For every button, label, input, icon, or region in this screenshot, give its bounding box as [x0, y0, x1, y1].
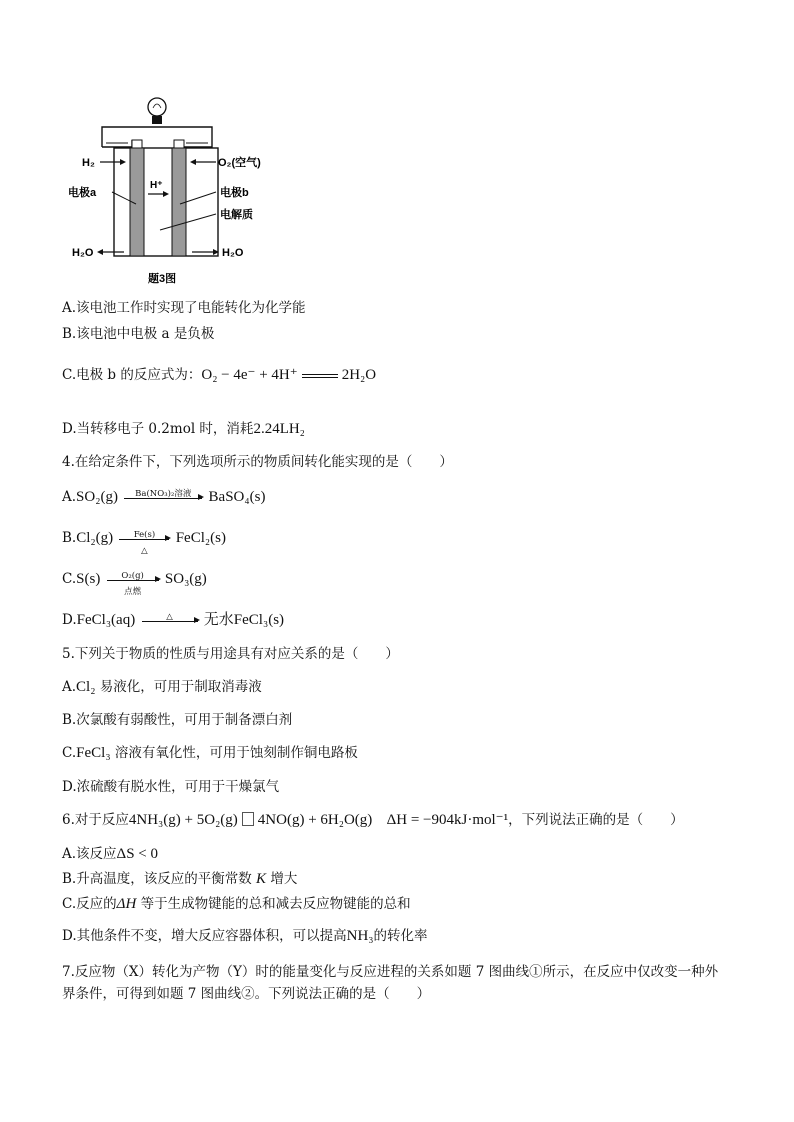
- q3-option-b: B.该电池中电极 a 是负极: [62, 326, 215, 342]
- q3-option-c-eq-left: O₂ − 4e⁻ + 4H⁺: [201, 367, 298, 383]
- q6-option-c-text: C.反应的: [62, 896, 117, 912]
- q6-option-c-post: 等于生成物键能的总和减去反应物键能的总和: [140, 896, 411, 912]
- q5-option-d: D.浓硫酸有脱水性，可用于干燥氯气: [62, 779, 280, 795]
- q6-eq-right: 4NO(g) + 6H₂O(g): [257, 812, 373, 828]
- q6-option-d-post: 的转化率: [373, 928, 428, 944]
- q4-d-reactant: FeCl₃(aq): [76, 612, 136, 628]
- q6-option-a-text: A.该反应: [62, 846, 117, 862]
- fuel-cell-diagram: [66, 90, 286, 290]
- q4-option-a-label: A.: [62, 489, 77, 505]
- q6-eq-left: 4NH₃(g) + 5O₂(g): [128, 812, 238, 828]
- q6-option-b-math: K: [256, 871, 267, 887]
- q4-a-arrow-top: Ba(NO₃)₂溶液: [135, 489, 192, 499]
- q4-a-product: BaSO₄(s): [208, 489, 266, 505]
- reaction-arrow: [119, 530, 169, 556]
- q5-option-b: B.次氯酸有弱酸性，可用于制备漂白剂: [62, 712, 293, 728]
- q3-option-c-eq-right: 2H₂O: [341, 367, 377, 383]
- h-ion-label: H⁺: [150, 180, 163, 191]
- q3-option-a: A.该电池工作时实现了电能转化为化学能: [62, 300, 306, 316]
- q6-stem-pre: 6.对于反应: [62, 812, 129, 828]
- q4-c-product: SO₃(g): [164, 571, 207, 587]
- q4-c-arrow-top: O₂(g): [121, 571, 144, 581]
- q5-option-c-math: FeCl₃: [76, 745, 111, 761]
- q5-option-a-text: 易液化，可用于制取消毒液: [99, 679, 262, 695]
- figure-caption: 题3图: [148, 273, 177, 285]
- q5-option-c-text: 溶液有氧化性，可用于蚀刻制作铜电路板: [114, 745, 358, 761]
- q4-d-arrow-top: △: [166, 612, 173, 622]
- light-bulb-icon: [148, 98, 166, 124]
- h2o-out-right-label: H₂O: [222, 247, 244, 259]
- q4-option-b: [62, 529, 226, 556]
- q6-option-a-math: ΔS < 0: [116, 846, 158, 862]
- q4-d-product: 无水FeCl₃(s): [203, 612, 285, 628]
- h2-in-label: H₂: [82, 157, 95, 169]
- q4-option-a: [62, 488, 265, 506]
- q4-a-reactant: SO₂(g): [76, 489, 118, 505]
- q4-b-reactant: Cl₂(g): [76, 530, 114, 546]
- q3-option-d: [62, 420, 305, 438]
- reaction-arrow: [124, 489, 202, 499]
- q6-option-a: [62, 845, 158, 863]
- q4-stem: 4.在给定条件下，下列选项所示的物质间转化能实现的是（ ）: [62, 454, 453, 470]
- q6-stem-post: ，下列说法正确的是（ ）: [508, 812, 684, 828]
- q5-option-a-label: A.: [62, 679, 77, 695]
- q3-option-d-text: D.当转移电子 0.2mol 时，消耗: [62, 421, 254, 437]
- q5-stem: 5.下列关于物质的性质与用途具有对应关系的是（ ）: [62, 646, 399, 662]
- circuit-wire: [102, 127, 212, 147]
- q5-option-a-math: Cl₂: [76, 679, 96, 695]
- q5-option-a: [62, 678, 262, 696]
- q6-option-d: [62, 927, 428, 945]
- electrolyte-label: 电解质: [220, 209, 253, 221]
- q6-option-b: [62, 870, 297, 888]
- q6-delta-h: ΔH = −904kJ·mol⁻¹: [386, 812, 509, 828]
- q4-option-c: [62, 570, 207, 597]
- q6-stem: [62, 811, 684, 829]
- q5-option-c-label: C.: [62, 745, 77, 761]
- equals-sign: [302, 374, 338, 378]
- q4-c-reactant: S(s): [76, 571, 101, 587]
- reaction-arrow: [107, 571, 159, 597]
- electrode-b: [172, 148, 186, 256]
- reaction-arrow: [142, 612, 198, 622]
- q6-option-c-math: ΔH: [116, 896, 137, 912]
- q5-option-c: [62, 744, 358, 762]
- q4-option-b-label: B.: [62, 530, 77, 546]
- q4-option-c-label: C.: [62, 571, 77, 587]
- q4-b-arrow-top: Fe(s): [133, 530, 156, 540]
- q6-option-c: [62, 895, 411, 913]
- q6-option-b-post: 增大: [270, 871, 298, 887]
- h2o-out-left-label: H₂O: [72, 247, 94, 259]
- q3-option-d-math: 2.24LH₂: [253, 421, 305, 437]
- q4-b-product: FeCl₂(s): [175, 530, 226, 546]
- q4-b-arrow-bottom: △: [141, 546, 148, 556]
- electrode-a-label: 电极a: [68, 187, 97, 199]
- q3-option-c-text: C.电极 b 的反应式为：: [62, 367, 202, 383]
- q4-c-arrow-bottom: 点燃: [124, 587, 142, 597]
- equilibrium-sign: [242, 812, 254, 826]
- q6-option-b-text: B.升高温度，该反应的平衡常数: [62, 871, 252, 887]
- o2-in-label: O₂(空气): [218, 157, 261, 169]
- q6-option-d-math: NH₃: [346, 928, 374, 944]
- q6-option-d-text: D.其他条件不变，增大反应容器体积，可以提高: [62, 928, 347, 944]
- q4-option-d-label: D.: [62, 612, 77, 628]
- q7-stem: 7.反应物（X）转化为产物（Y）时的能量变化与反应进程的关系如题 7 图曲线①所示，在反应中仅改变一种外界条件，可得到如题 7 图曲线②。下列说法正确的是（ ）: [62, 964, 719, 1002]
- electrode-b-label: 电极b: [220, 187, 249, 199]
- q3-option-c: [62, 366, 376, 384]
- q4-option-d: [62, 611, 284, 629]
